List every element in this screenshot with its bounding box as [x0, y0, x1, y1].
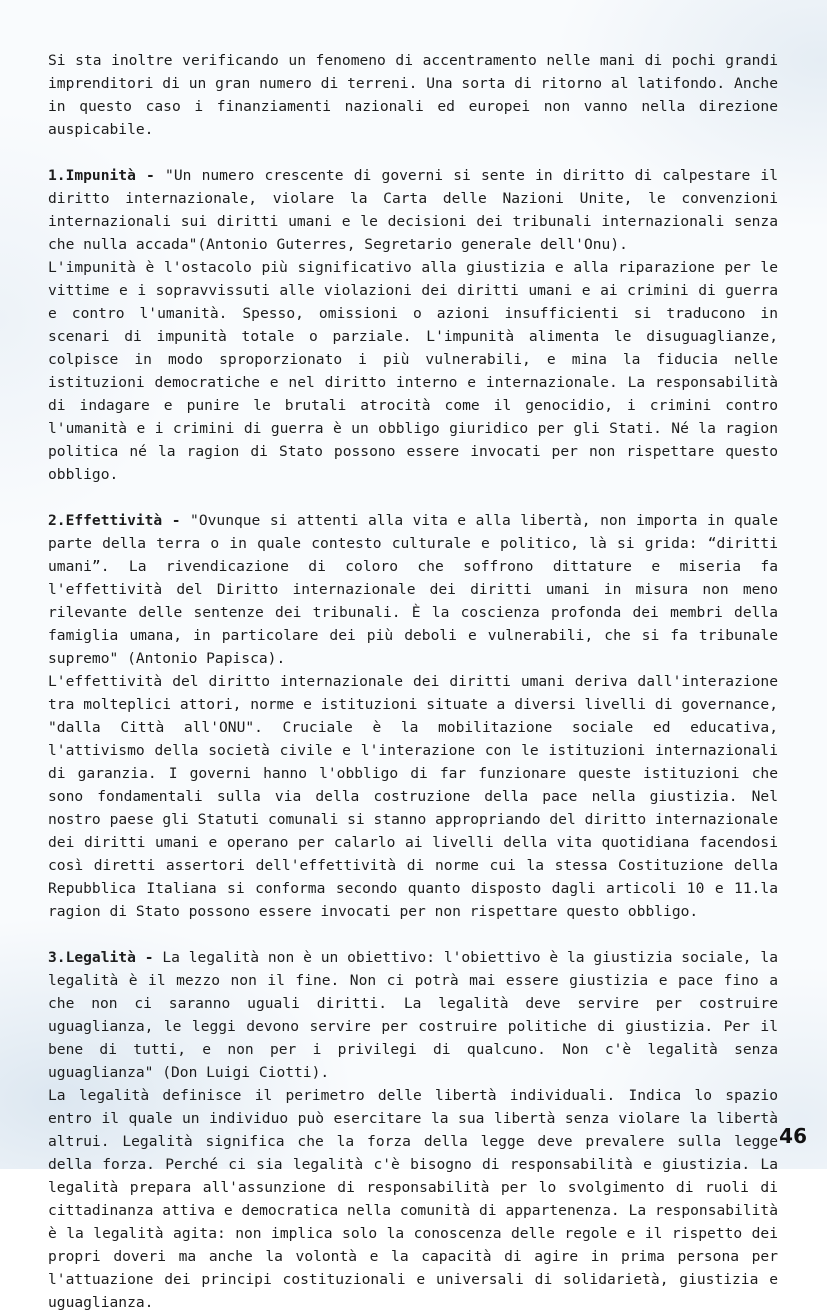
section-spacer: [48, 486, 778, 509]
section-quote-legalita: La legalità non è un obiettivo: l'obiettivo è la giustizia sociale, la legalità è il mezzo non il fine. Non ci potrà mai essere giustizia e pace fino a che non ci saranno uguali diritti. La legalità deve servire per costruire uguaglianza, le leggi devono servire per costruire politiche di giustizia. Per il bene di tutti, e non per i privilegi di qualcuno. Non c'è legalità senza uguaglianza" (Don Luigi Ciotti).: [48, 949, 778, 1081]
section-body-impunita: L'impunità è l'ostacolo più significativo alla giustizia e alla riparazione per le vittime e i sopravvissuti alle violazioni dei diritti umani e ai crimini di guerra e contro l'umanità. Spesso, omissioni o azioni insufficienti si traducono in scenari di impunità totale o parziale. L'impunità alimenta le disuguaglianze, colpisce in modo sproporzionato i più vulnerabili, e mina la fiducia nelle istituzioni democratiche e nel diritto interno e internazionale. La responsabilità di indagare e punire le brutali atrocità come il genocidio, i crimini contro l'umanità e i crimini di guerra è un obbligo giuridico per gli Stati. Né la ragion politica né la ragion di Stato possono essere invocati per non rispettare questo obbligo.: [48, 259, 778, 483]
intro-paragraph: Si sta inoltre verificando un fenomeno di accentramento nelle mani di pochi grandi imprenditori di un gran numero di terreni. Una sorta di ritorno al latifondo. Anche in questo caso i finanziamenti nazionali ed europei non vanno nella direzione auspicabile.: [48, 52, 778, 138]
section-heading-effettivita: 2.Effettività -: [48, 512, 181, 529]
section-body-effettivita: L'effettività del diritto internazionale dei diritti umani deriva dall'interazione tra molteplici attori, norme e istituzioni situate a diversi livelli di governance, "dalla Città all'ONU". Cruciale è la mobilitazione sociale ed educativa, l'attivismo della società civile e l'interazione con le istituzioni internazionali di garanzia. I governi hanno l'obbligo di far funzionare queste istituzioni che sono fondamentali sulla via della costruzione della pace nella giustizia. Nel nostro paese gli Statuti comunali si stanno appropriando del diritto internazionale dei diritti umani e operano per calarlo ai livelli della vita quotidiana facendosi così diretti assertori dell'effettività di norme cui la stessa Costituzione della Repubblica Italiana si conforma secondo quanto disposto dagli articoli 10 e 11.la ragion di Stato possono essere invocati per non rispettare questo obbligo.: [48, 673, 778, 920]
document-body: [48, 49, 778, 1314]
page-number: 46: [779, 1124, 807, 1148]
section-spacer: [48, 923, 778, 946]
section-heading-impunita: 1.Impunità -: [48, 167, 155, 184]
section-quote-effettivita: "Ovunque si attenti alla vita e alla libertà, non importa in quale parte della terra o in quale contesto culturale e politico, là si grida: “diritti umani”. La rivendicazione di coloro che soffrono dittature e miseria fa l'effettività del Diritto internazionale dei diritti umani in misura non meno rilevante delle sentenze dei tribunali. È la coscienza profonda dei membri della famiglia umana, in particolare dei più deboli e vulnerabili, che si fa tribunale supremo" (Antonio Papisca).: [48, 512, 778, 667]
section-heading-legalita: 3.Legalità -: [48, 949, 154, 966]
section-legalita-quote-paragraph: [48, 946, 778, 1084]
section-body-legalita: La legalità definisce il perimetro delle libertà individuali. Indica lo spazio entro il quale un individuo può esercitare la sua libertà senza violare la libertà altrui. Legalità significa che la forza della legge deve prevalere sulla legge della forza. Perché ci sia legalità c'è bisogno di responsabilità e giustizia. La legalità prepara all'assunzione di responsabilità per lo svolgimento di ruoli di cittadinanza attiva e democratica nella comunità di appartenenza. La responsabilità è la legalità agita: non implica solo la conoscenza delle regole e il rispetto dei propri doveri ma anche la volontà e la capacità di agire in prima persona per l'attuazione dei principi costituzionali e universali di solidarietà, giustizia e uguaglianza.: [48, 1087, 778, 1311]
section-quote-impunita: "Un numero crescente di governi si sente in diritto di calpestare il diritto internazionale, violare la Carta delle Nazioni Unite, le convenzioni internazionali sui diritti umani e le decisioni dei tribunali internazionali senza che nulla accada"(Antonio Guterres, Segretario generale dell'Onu).: [48, 167, 778, 253]
section-effettivita-quote-paragraph: [48, 509, 778, 670]
section-spacer: [48, 141, 778, 164]
section-impunita-quote-paragraph: [48, 164, 778, 256]
